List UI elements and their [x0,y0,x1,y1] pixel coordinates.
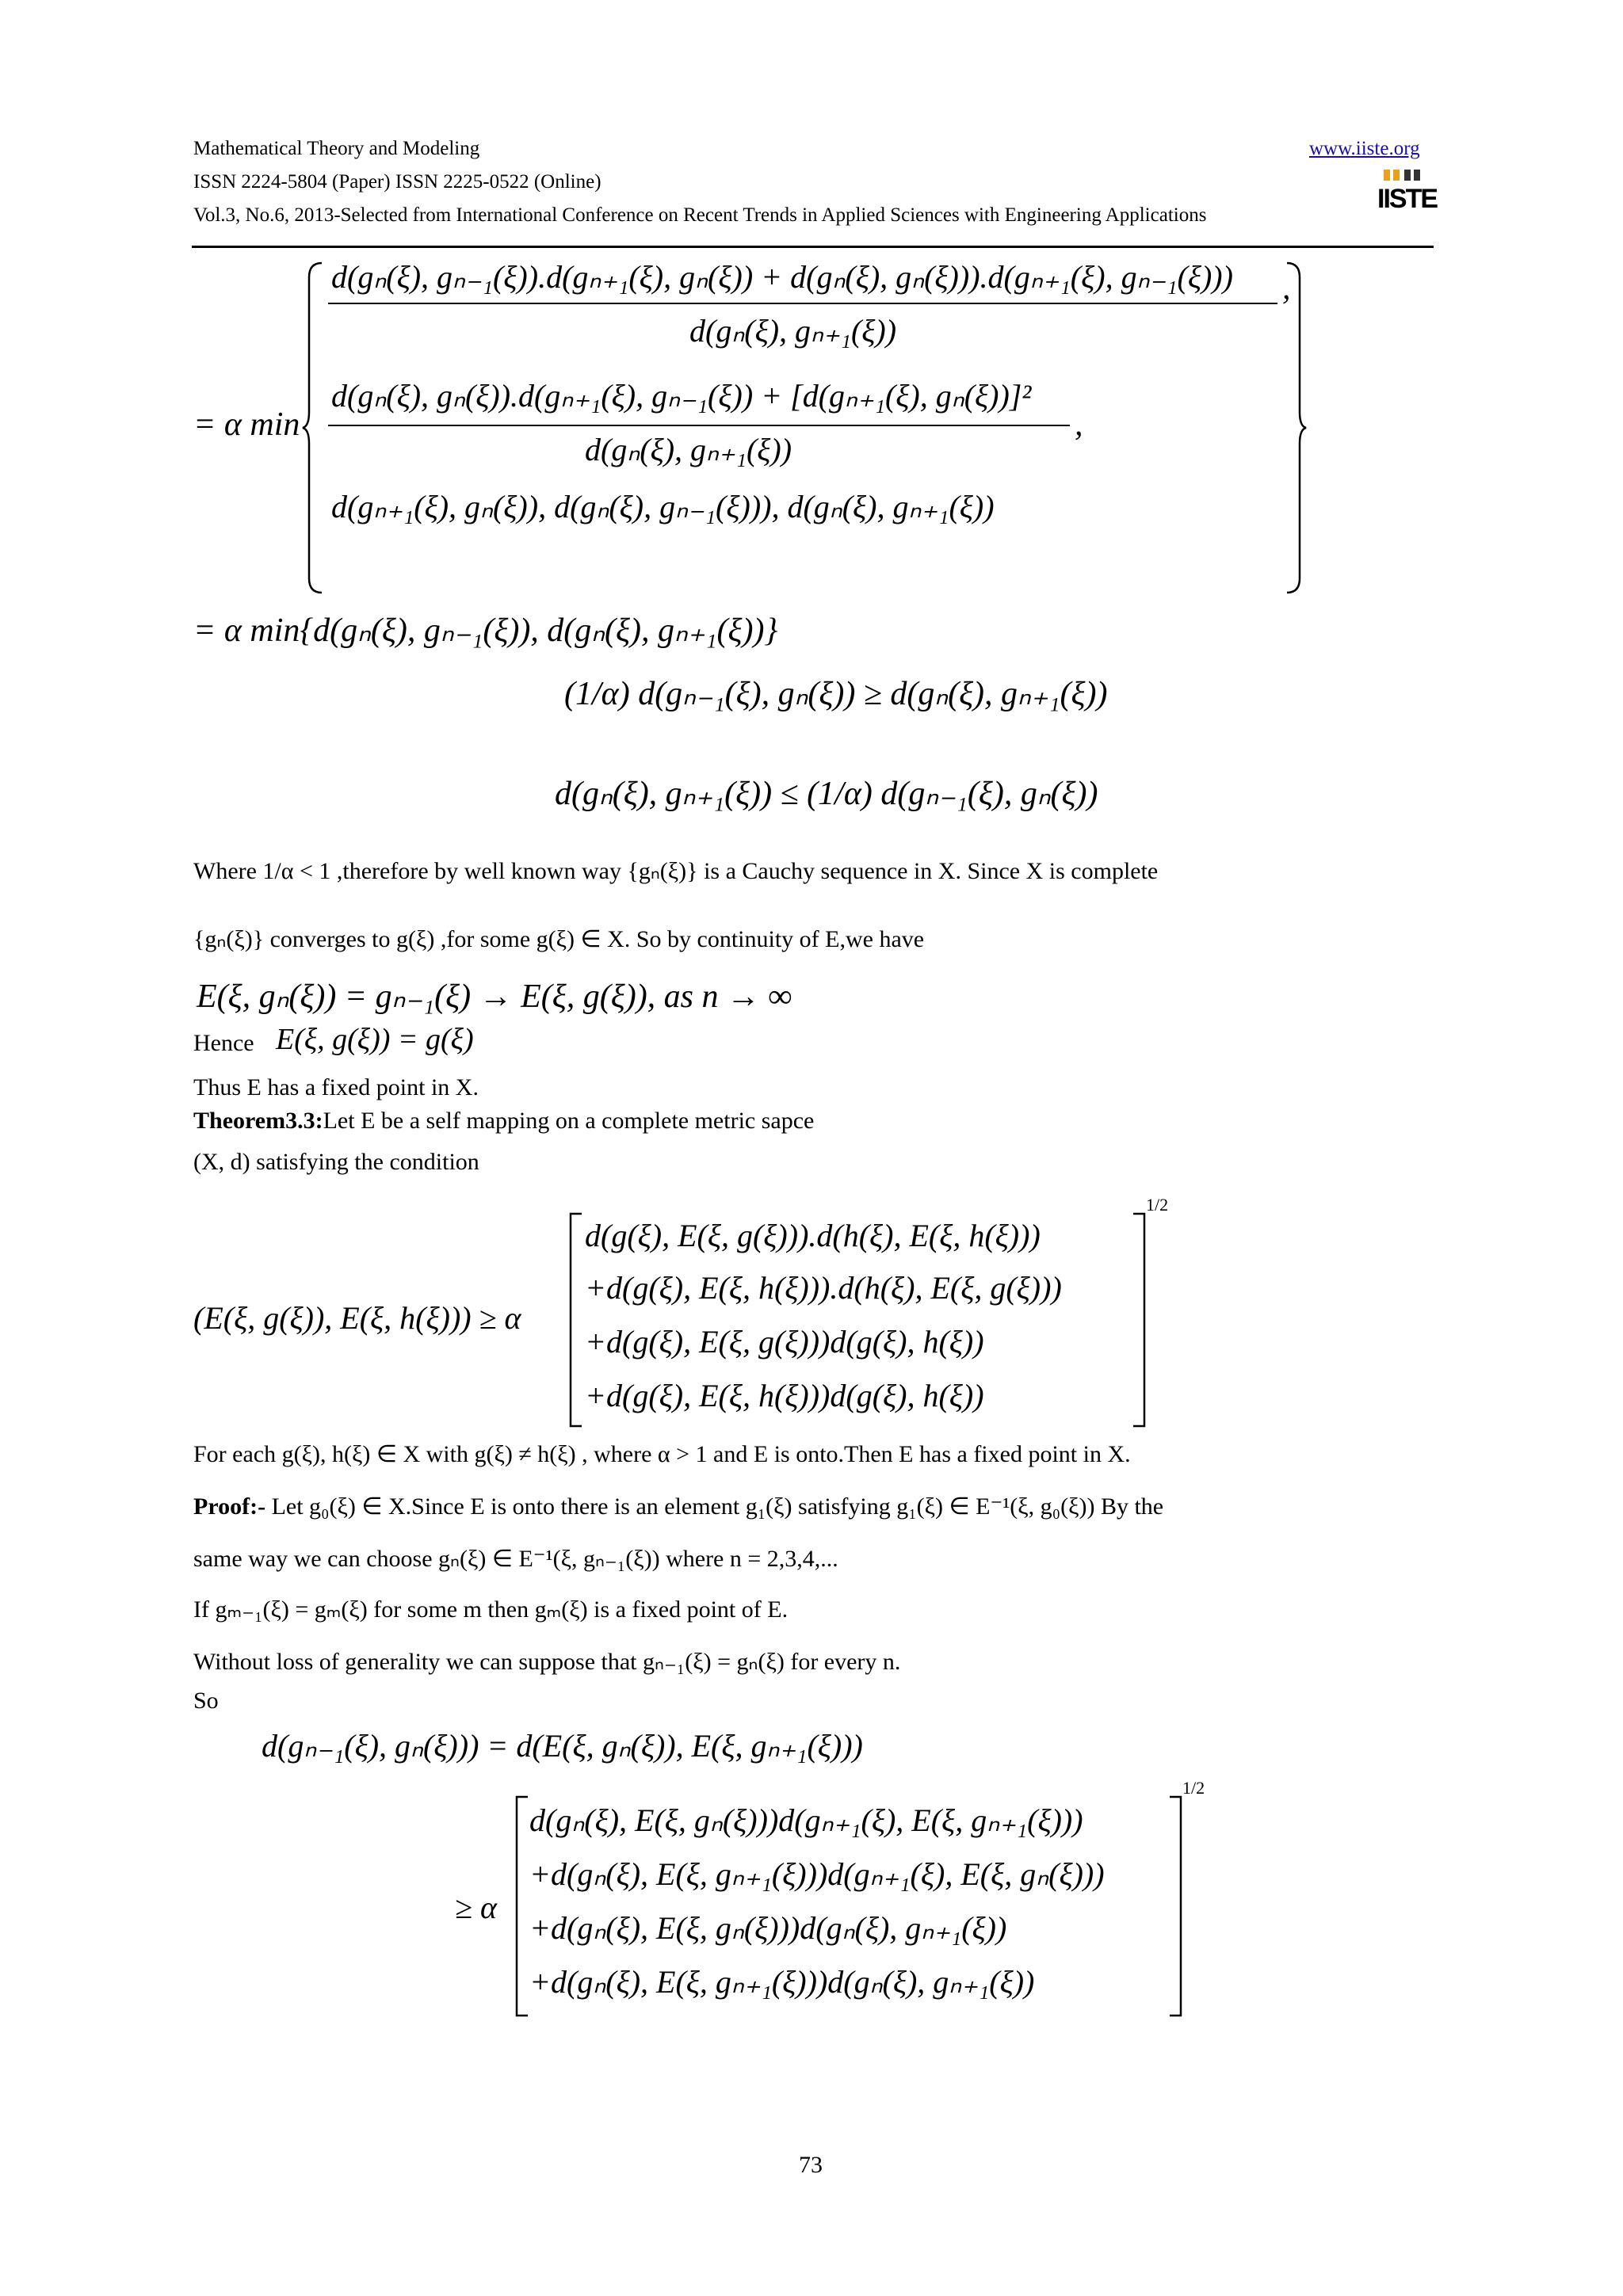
proof-line-2: same way we can choose gₙ(ξ) ∈ E⁻¹(ξ, gₙ₋₁(ξ)) where n = 2,3,4,... [193,1546,838,1572]
eq1-row-c: d(gₙ₊₁(ξ), gₙ(ξ)), d(gₙ(ξ), gₙ₋₁(ξ))), d(gₙ(ξ), gₙ₊₁(ξ)) [331,489,995,524]
eq7-row1: d(g(ξ), E(ξ, g(ξ))).d(h(ξ), E(ξ, h(ξ))) [585,1218,1041,1253]
eq7-row4: +d(g(ξ), E(ξ, h(ξ)))d(g(ξ), h(ξ)) [585,1378,984,1413]
eq9-row4: +d(gₙ(ξ), E(ξ, gₙ₊₁(ξ)))d(gₙ(ξ), gₙ₊₁(ξ)) [529,1964,1035,2000]
volume-line: Vol.3, No.6, 2013-Selected from International Conference on Recent Trends in Applied Sciences with Engineering Applications [193,204,1207,226]
theorem-line [193,1108,814,1135]
comma-b: , [1075,406,1083,443]
right-bracket-2 [1168,1795,1184,2017]
eq2: = α min{d(gₙ(ξ), gₙ₋₁(ξ)), d(gₙ(ξ), gₙ₊₁(ξ))} [193,612,778,649]
left-bracket-2 [514,1795,529,2017]
proof-label: Proof:- [193,1493,266,1520]
eq7-row3: +d(g(ξ), E(ξ, g(ξ)))d(g(ξ), h(ξ)) [585,1324,984,1360]
eq3: (1/α) d(gₙ₋₁(ξ), gₙ(ξ)) ≥ d(gₙ(ξ), gₙ₊₁(ξ)) [564,676,1108,712]
eq6: E(ξ, g(ξ)) = g(ξ) [276,1023,474,1056]
right-brace [1284,261,1308,594]
thus-line: Thus E has a fixed point in X. [193,1074,479,1100]
left-brace [301,261,325,594]
page-number: 73 [799,2152,823,2178]
proof-text-1: Let g₀(ξ) ∈ X.Since E is onto there is an element g₁(ξ) satisfying g₁(ξ) ∈ E⁻¹(ξ, g₀(ξ)) By the [265,1493,1164,1520]
logo-wordmark: IISTE [1377,184,1438,214]
exponent-half-1: 1/2 [1146,1195,1169,1215]
hence-label: Hence [193,1030,254,1056]
comma-a: , [1282,270,1291,307]
xd-line: (X, d) satisfying the condition [193,1149,479,1175]
theorem-text: Let E be a self mapping on a complete metric sapce [323,1108,815,1134]
eq1-denominator-b: d(gₙ(ξ), gₙ₊₁(ξ)) [585,432,792,467]
where-line: Where 1/α < 1 ,therefore by well known way {gₙ(ξ)} is a Cauchy sequence in X. Since X is complete [193,858,1159,884]
theorem-label: Theorem3.3: [193,1108,323,1134]
exponent-half-2: 1/2 [1182,1778,1205,1798]
header-rule [192,246,1434,248]
right-bracket-1 [1132,1212,1148,1428]
journal-title: Mathematical Theory and Modeling [193,138,480,159]
eq7-lhs: (E(ξ, g(ξ)), E(ξ, h(ξ))) ≥ α [193,1300,521,1336]
eq7-row2: +d(g(ξ), E(ξ, h(ξ))).d(h(ξ), E(ξ, g(ξ))) [585,1270,1062,1306]
eq1-denominator-a: d(gₙ(ξ), gₙ₊₁(ξ)) [689,313,897,349]
proof-line-1 [193,1493,1163,1520]
so-label: So [193,1688,219,1714]
eq5: E(ξ, gₙ(ξ)) = gₙ₋₁(ξ) → E(ξ, g(ξ)), as n → ∞ [197,978,792,1015]
journal-url-link[interactable]: www.iiste.org [1309,138,1420,159]
fraction-bar-a [328,303,1277,304]
eq9-row2: +d(gₙ(ξ), E(ξ, gₙ₊₁(ξ)))d(gₙ₊₁(ξ), E(ξ, gₙ(ξ))) [529,1856,1105,1892]
left-bracket-1 [567,1212,583,1428]
foreach-line: For each g(ξ), h(ξ) ∈ X with g(ξ) ≠ h(ξ) , where α > 1 and E is onto.Then E has a fixed point in X. [193,1441,1131,1467]
eq9-row1: d(gₙ(ξ), E(ξ, gₙ(ξ)))d(gₙ₊₁(ξ), E(ξ, gₙ₊₁(ξ))) [529,1802,1083,1838]
converges-line: {gₙ(ξ)} converges to g(ξ) ,for some g(ξ) ∈ X. So by continuity of E,we have [193,926,925,952]
without-line: Without loss of generality we can suppose that gₙ₋₁(ξ) = gₙ(ξ) for every n. [193,1649,901,1675]
eq9-lhs: ≥ α [455,1890,497,1925]
eq1-numerator-a: d(gₙ(ξ), gₙ₋₁(ξ)).d(gₙ₊₁(ξ), gₙ(ξ)) + d(gₙ(ξ), gₙ(ξ))).d(gₙ₊₁(ξ), gₙ₋₁(ξ))) [331,259,1233,295]
eq8: d(gₙ₋₁(ξ), gₙ(ξ))) = d(E(ξ, gₙ(ξ)), E(ξ, gₙ₊₁(ξ))) [262,1728,863,1764]
fraction-bar-b [328,425,1070,426]
eq4: d(gₙ(ξ), gₙ₊₁(ξ)) ≤ (1/α) d(gₙ₋₁(ξ), gₙ(ξ)) [555,776,1098,812]
if-line: If gₘ₋₁(ξ) = gₘ(ξ) for some m then gₘ(ξ) is a fixed point of E. [193,1596,789,1623]
iiste-logo [1377,166,1438,226]
eq9-row3: +d(gₙ(ξ), E(ξ, gₙ(ξ)))d(gₙ(ξ), gₙ₊₁(ξ)) [529,1910,1007,1946]
eq1-lhs: = α min [193,406,300,443]
issn-line: ISSN 2224-5804 (Paper) ISSN 2225-0522 (Online) [193,171,601,193]
eq1-numerator-b: d(gₙ(ξ), gₙ(ξ)).d(gₙ₊₁(ξ), gₙ₋₁(ξ)) + [d(gₙ₊₁(ξ), gₙ(ξ))]² [331,378,1032,414]
